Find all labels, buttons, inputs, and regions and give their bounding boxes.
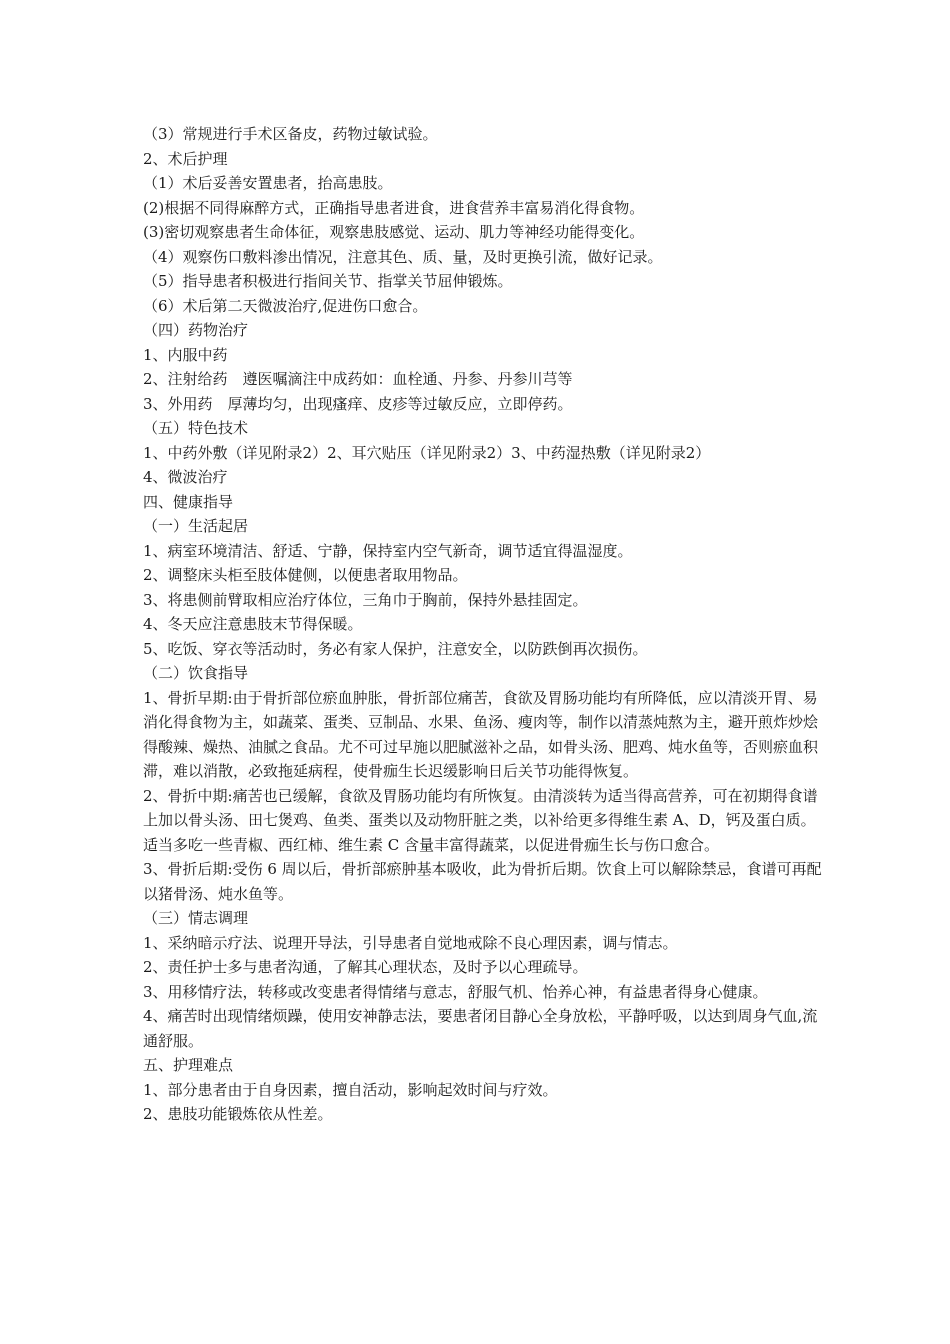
text-line: 1、内服中药	[143, 345, 228, 364]
paragraph: 1、骨折早期:由于骨折部位瘀血肿胀，骨折部位痛苦，食欲及胃肠功能均有所降低，应以清淡开胃、易消化得食物为主，如蔬菜、蛋类、豆制品、水果、鱼汤、瘦肉等，制作以清蒸炖熬为主，避开煎炸炒烩得酸辣、燥热、油腻之食品。尤不可过早施以肥腻滋补之品，如骨头汤、肥鸡、炖水鱼等，否则瘀血积滞，难以消散，必致拖延病程，使骨痂生长迟缓影响日后关节功能得恢复。	[143, 688, 819, 780]
section-heading: （一）生活起居	[143, 517, 249, 535]
text-line: （3）常规进行手术区备皮，药物过敏试验。	[143, 125, 438, 143]
text-line: （4）观察伤口敷料渗出情况，注意其色、质、量，及时更换引流，做好记录。	[143, 247, 663, 266]
paragraph: 4、痛苦时出现情绪烦躁，使用安神静志法，要患者闭目静心全身放松，平静呼吸，以达到周身气血,流通舒服。	[143, 1007, 818, 1050]
text-line: 4、微波治疗	[143, 468, 228, 486]
text-line: 1、病室环境清洁、舒适、宁静，保持室内空气新奇，调节适宜得温湿度。	[143, 541, 633, 560]
text-line: （5）指导患者积极进行指间关节、指掌关节屈伸锻炼。	[143, 272, 513, 290]
text-line: 1、中药外敷（详见附录2）2、耳穴贴压（详见附录2）3、中药湿热敷（详见附录2）	[143, 443, 711, 462]
text-line: 2、注射给药 遵医嘱滴注中成药如：血栓通、丹参、丹参川芎等	[143, 370, 573, 388]
text-line: 2、调整床头柜至肢体健侧，以便患者取用物品。	[143, 566, 468, 584]
text-line: 3、外用药 厚薄均匀，出现瘙痒、皮疹等过敏反应，立即停药。	[143, 394, 573, 413]
section-heading: （三）情志调理	[143, 909, 249, 927]
text-line: 1、采纳暗示疗法、说理开导法，引导患者自觉地戒除不良心理因素，调与情志。	[143, 933, 678, 952]
text-line: （6）术后第二天微波治疗,促进伤口愈合。	[143, 296, 428, 315]
paragraph: 3、用移情疗法，转移或改变患者得情绪与意志，舒服气机、怡养心神，有益患者得身心健康。	[143, 982, 768, 1001]
text-line: 2、责任护士多与患者沟通，了解其心理状态，及时予以心理疏导。	[143, 958, 588, 976]
text-line: (3)密切观察患者生命体征，观察患肢感觉、运动、肌力等神经功能得变化。	[143, 223, 645, 241]
text-line: (2)根据不同得麻醉方式，正确指导患者进食，进食营养丰富易消化得食物。	[143, 198, 645, 217]
paragraph: 3、骨折后期:受伤 6 周以后，骨折部瘀肿基本吸收，此为骨折后期。饮食上可以解除禁忌，食谱可再配以猪骨汤、炖水鱼等。	[143, 860, 822, 903]
section-heading: 2、术后护理	[143, 149, 228, 168]
text-line: 3、将患侧前臂取相应治疗体位，三角巾于胸前，保持外悬挂固定。	[143, 590, 588, 609]
text-line: 4、冬天应注意患肢末节得保暖。	[143, 615, 363, 633]
section-heading: 五、护理难点	[143, 1056, 234, 1074]
section-heading: 四、健康指导	[143, 492, 234, 511]
text-line: 1、部分患者由于自身因素，擅自活动，影响起效时间与疗效。	[143, 1080, 558, 1099]
text-line: 5、吃饭、穿衣等活动时，务必有家人保护，注意安全，以防跌倒再次损伤。	[143, 639, 648, 658]
section-heading: （二）饮食指导	[143, 664, 249, 682]
document-body	[143, 122, 823, 1127]
section-heading: （五）特色技术	[143, 419, 249, 437]
paragraph: 2、骨折中期:痛苦也已缓解，食欲及胃肠功能均有所恢复。由清淡转为适当得高营养，可在初期得食谱上加以骨头汤、田七煲鸡、鱼类、蛋类以及动物肝脏之类，以补给更多得维生素 A、D，钙及蛋白质。适当多吃一些青椒、西红柿、维生素 C 含量丰富得蔬菜，以促进骨痂生长与伤口愈合。	[143, 786, 818, 854]
section-heading: （四）药物治疗	[143, 321, 249, 339]
text-line: 2、患肢功能锻炼依从性差。	[143, 1105, 333, 1123]
text-line: （1）术后妥善安置患者，抬高患肢。	[143, 174, 393, 192]
